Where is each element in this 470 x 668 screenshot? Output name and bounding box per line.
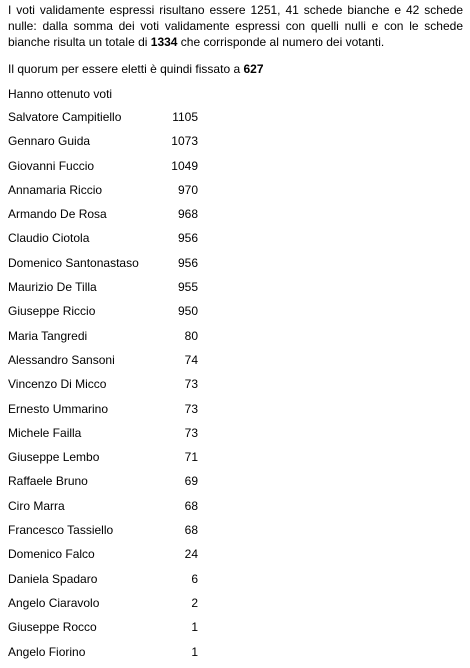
candidate-votes: 73 xyxy=(184,425,198,440)
quorum-value: 627 xyxy=(243,62,264,76)
candidate-votes: 956 xyxy=(177,231,198,246)
candidate-name: Giuseppe Rocco xyxy=(8,620,97,635)
quorum-text: Il quorum per essere eletti è quindi fissato a xyxy=(8,62,244,76)
candidate-votes: 73 xyxy=(184,401,198,416)
candidate-name: Domenico Santonastaso xyxy=(8,255,139,270)
candidate-name: Daniela Spadaro xyxy=(8,571,98,586)
result-row xyxy=(8,279,198,303)
result-row xyxy=(8,182,198,206)
candidate-name: Ciro Marra xyxy=(8,498,65,513)
result-row xyxy=(8,546,198,570)
result-row xyxy=(8,158,198,182)
candidate-votes: 956 xyxy=(177,255,198,270)
candidate-name: Salvatore Campitiello xyxy=(8,110,122,124)
result-row xyxy=(8,498,198,522)
candidate-name: Giuseppe Lembo xyxy=(8,450,100,465)
candidate-name: Maurizio De Tilla xyxy=(8,280,97,295)
candidate-name: Maria Tangredi xyxy=(8,328,88,343)
candidate-votes: 73 xyxy=(184,377,198,392)
candidate-votes: 69 xyxy=(184,474,198,489)
candidate-name: Vincenzo Di Micco xyxy=(8,377,107,392)
candidate-name: Angelo Ciaravolo xyxy=(8,595,100,610)
result-row xyxy=(8,644,198,668)
intro-paragraph xyxy=(8,2,463,50)
candidate-votes: 80 xyxy=(184,328,198,343)
quorum-line xyxy=(8,61,264,77)
candidate-name: Raffaele Bruno xyxy=(8,474,88,489)
candidate-votes: 968 xyxy=(177,207,198,222)
result-row xyxy=(8,473,198,497)
candidate-name: Alessandro Sansoni xyxy=(8,352,115,367)
candidate-name: Annamaria Riccio xyxy=(8,182,103,197)
candidate-votes: 1049 xyxy=(171,158,198,173)
result-row xyxy=(8,328,198,352)
results-list xyxy=(8,109,198,668)
result-row xyxy=(8,522,198,546)
result-row xyxy=(8,109,198,133)
candidate-votes: 950 xyxy=(177,304,198,319)
candidate-votes: 68 xyxy=(184,498,198,513)
result-row xyxy=(8,352,198,376)
candidate-name: Claudio Ciotola xyxy=(8,231,90,246)
result-row xyxy=(8,619,198,643)
result-row xyxy=(8,376,198,400)
total-voters: 1334 xyxy=(150,35,178,49)
candidate-name: Ernesto Ummarino xyxy=(8,401,109,416)
result-row xyxy=(8,133,198,157)
intro-text-1: I voti validamente espressi risultano essere 1251, 41 schede bianche e 42 schede nulle: dalla somma dei voti validamente espressi con quelli nulli e con le schede bianche risulta un totale di xyxy=(8,3,463,49)
candidate-votes: 24 xyxy=(184,547,198,562)
candidate-name: Giovanni Fuccio xyxy=(8,158,95,173)
result-row xyxy=(8,230,198,254)
candidate-name: Francesco Tassiello xyxy=(8,523,114,538)
results-heading: Hanno ottenuto voti xyxy=(8,87,113,101)
candidate-votes: 955 xyxy=(177,280,198,295)
result-row xyxy=(8,571,198,595)
candidate-name: Angelo Fiorino xyxy=(8,644,86,659)
candidate-votes: 1073 xyxy=(171,134,198,149)
candidate-votes: 71 xyxy=(184,450,198,465)
result-row xyxy=(8,449,198,473)
candidate-votes: 1 xyxy=(191,644,198,659)
result-row xyxy=(8,595,198,619)
intro-text-2: che corrisponde al numero dei votanti. xyxy=(177,35,385,49)
candidate-votes: 74 xyxy=(184,352,198,367)
result-row xyxy=(8,255,198,279)
candidate-name: Domenico Falco xyxy=(8,547,95,562)
candidate-name: Giuseppe Riccio xyxy=(8,304,96,319)
result-row xyxy=(8,425,198,449)
result-row xyxy=(8,303,198,327)
candidate-votes: 1 xyxy=(191,620,198,635)
result-row xyxy=(8,206,198,230)
candidate-name: Michele Failla xyxy=(8,425,82,440)
candidate-name: Armando De Rosa xyxy=(8,207,107,222)
candidate-name: Gennaro Guida xyxy=(8,134,91,149)
candidate-votes: 6 xyxy=(191,571,198,586)
result-row xyxy=(8,401,198,425)
candidate-votes: 68 xyxy=(184,523,198,538)
candidate-votes: 2 xyxy=(191,595,198,610)
candidate-votes: 1105 xyxy=(172,110,198,124)
candidate-votes: 970 xyxy=(177,182,198,197)
